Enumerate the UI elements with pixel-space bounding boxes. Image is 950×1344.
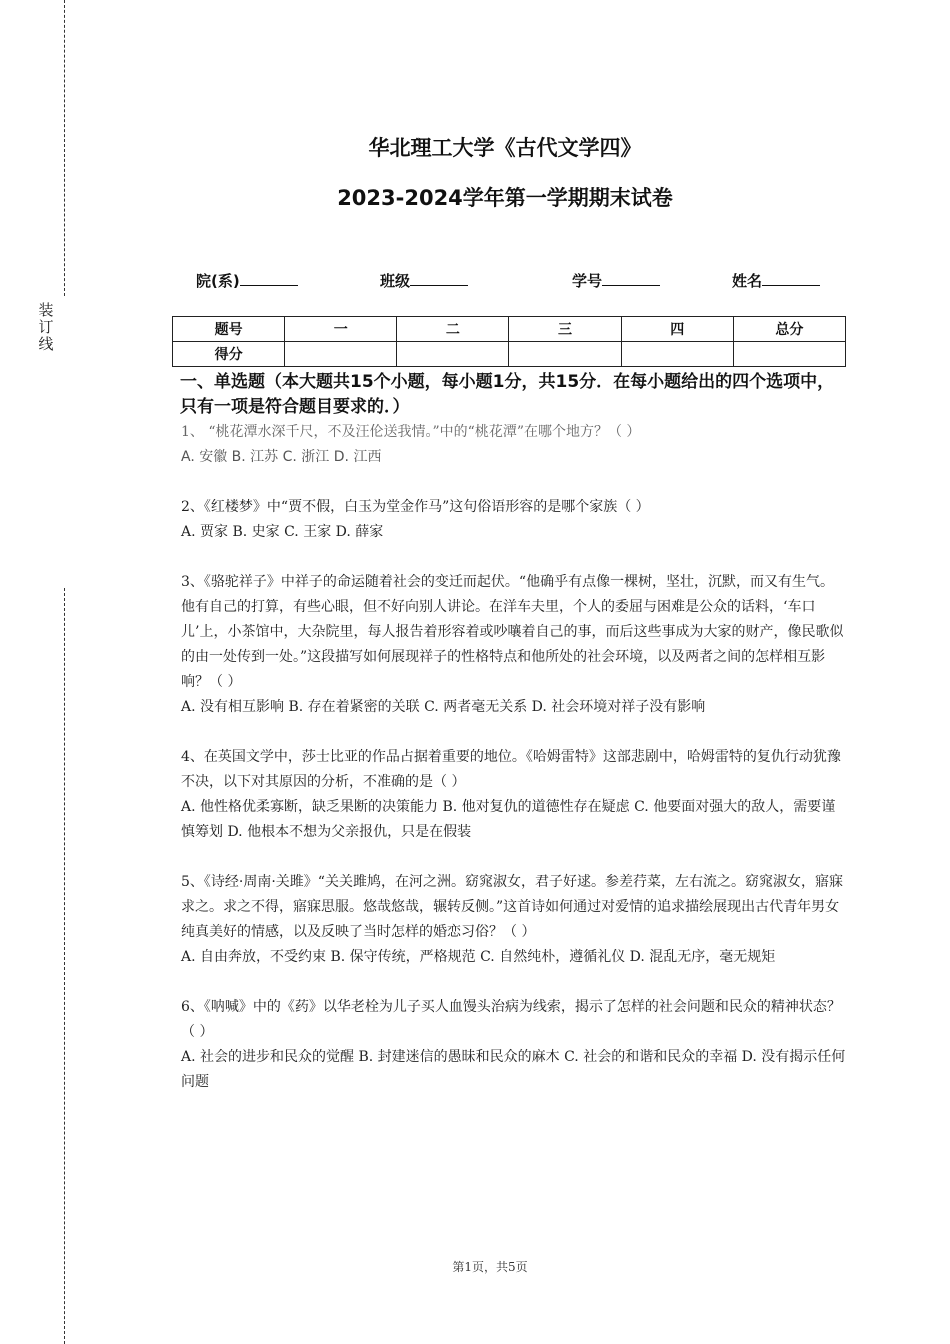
- exam-title: 华北理工大学《古代文学四》: [368, 136, 642, 160]
- question-options: A. 没有相互影响 B. 存在着紧密的关联 C. 两者毫无关系 D. 社会环境对祥子没有影响: [181, 699, 706, 715]
- department-field[interactable]: [196, 270, 298, 291]
- question-options: A. 安徽 B. 江苏 C. 浙江 D. 江西: [181, 449, 382, 465]
- binding-label: [36, 302, 56, 353]
- binding-line-bottom: [64, 588, 65, 1344]
- question-stem: 2、《红楼梦》中“贾不假，白玉为堂金作马”这句俗语形容的是哪个家族（ ）: [181, 499, 650, 515]
- question-item: [181, 995, 847, 1095]
- page-footer: 第1页，共5页: [452, 1260, 528, 1274]
- name-label: 姓名: [732, 272, 763, 290]
- table-cell: 四: [621, 317, 733, 342]
- class-blank[interactable]: [410, 271, 468, 286]
- score-input-cell[interactable]: [285, 342, 397, 367]
- binding-char: 线: [38, 335, 54, 353]
- question-item: [181, 495, 847, 545]
- section-heading: 一、单选题（本大题共15个小题，每小题1分，共15分．在每小题给出的四个选项中，只有一项是符合题目要求的．）: [180, 372, 835, 417]
- table-cell: 一: [285, 317, 397, 342]
- question-stem: 6、《呐喊》中的《药》以华老栓为儿子买人血馒头治病为线索，揭示了怎样的社会问题和民众的精神状态？（ ）: [181, 999, 841, 1040]
- question-stem: 1、 “桃花潭水深千尺，不及汪伦送我情。”中的“桃花潭”在哪个地方？（ ）: [181, 424, 641, 440]
- class-field[interactable]: [380, 270, 468, 291]
- question-item: [181, 870, 847, 970]
- table-cell: 题号: [173, 317, 285, 342]
- class-label: 班级: [380, 272, 411, 290]
- question-options: A. 自由奔放，不受约束 B. 保守传统，严格规范 C. 自然纯朴，遵循礼仪 D. 混乱无序，毫无规矩: [181, 949, 776, 965]
- table-cell: 总分: [733, 317, 845, 342]
- exam-subtitle: 2023-2024学年第一学期期末试卷: [337, 186, 673, 210]
- score-table: [172, 316, 846, 367]
- binding-char: 订: [38, 318, 54, 336]
- question-list: [181, 420, 847, 1120]
- question-options: A. 贾家 B. 史家 C. 王家 D. 薛家: [181, 524, 384, 540]
- score-input-cell[interactable]: [733, 342, 845, 367]
- question-item: [181, 570, 847, 720]
- department-label: 院(系): [196, 272, 240, 290]
- table-cell: 二: [397, 317, 509, 342]
- binding-char: 装: [38, 301, 54, 319]
- table-cell: 得分: [173, 342, 285, 367]
- name-blank[interactable]: [762, 271, 820, 286]
- question-options: A. 社会的进步和民众的觉醒 B. 封建迷信的愚昧和民众的麻木 C. 社会的和谐和民众的幸福 D. 没有揭示任何问题: [181, 1049, 846, 1090]
- student-id-field[interactable]: [572, 270, 660, 291]
- score-table-score-row: [173, 342, 846, 367]
- student-id-blank[interactable]: [602, 271, 660, 286]
- score-table-header-row: [173, 317, 846, 342]
- department-blank[interactable]: [240, 271, 298, 286]
- table-cell: 三: [509, 317, 621, 342]
- name-field[interactable]: [732, 270, 820, 291]
- score-input-cell[interactable]: [397, 342, 509, 367]
- question-stem: 3、《骆驼祥子》中祥子的命运随着社会的变迁而起伏。“他确乎有点像一棵树，坚壮，沉默，而又有生气。他有自己的打算，有些心眼，但不好向别人讲论。在洋车夫里，个人的委屈与困难是公众的话料，‘车口儿’上，小茶馆中，大杂院里，每人报告着形容着或吵嚷着自己的事，而后这些事成为大家的财产，像民歌似的由一处传到一处。”这段描写如何展现祥子的性格特点和他所处的社会环境，以及两者之间的怎样相互影响？（ ）: [181, 574, 844, 690]
- question-stem: 5、《诗经·周南·关雎》“关关雎鸠，在河之洲。窈窕淑女，君子好逑。参差荇菜，左右流之。窈窕淑女，寤寐求之。求之不得，寤寐思服。悠哉悠哉，辗转反侧。”这首诗如何通过对爱情的追求描绘展现出古代青年男女纯真美好的情感，以及反映了当时怎样的婚恋习俗？（ ）: [181, 874, 843, 940]
- question-options: A. 他性格优柔寡断，缺乏果断的决策能力 B. 他对复仇的道德性存在疑虑 C. 他要面对强大的敌人，需要谨慎筹划 D. 他根本不想为父亲报仇，只是在假装: [181, 799, 836, 840]
- student-id-label: 学号: [572, 272, 603, 290]
- score-input-cell[interactable]: [509, 342, 621, 367]
- question-stem: 4、在英国文学中，莎士比亚的作品占据着重要的地位。《哈姆雷特》这部悲剧中，哈姆雷特的复仇行动犹豫不决，以下对其原因的分析，不准确的是（ ）: [181, 749, 841, 790]
- question-item: [181, 420, 847, 470]
- question-item: [181, 745, 847, 845]
- score-input-cell[interactable]: [621, 342, 733, 367]
